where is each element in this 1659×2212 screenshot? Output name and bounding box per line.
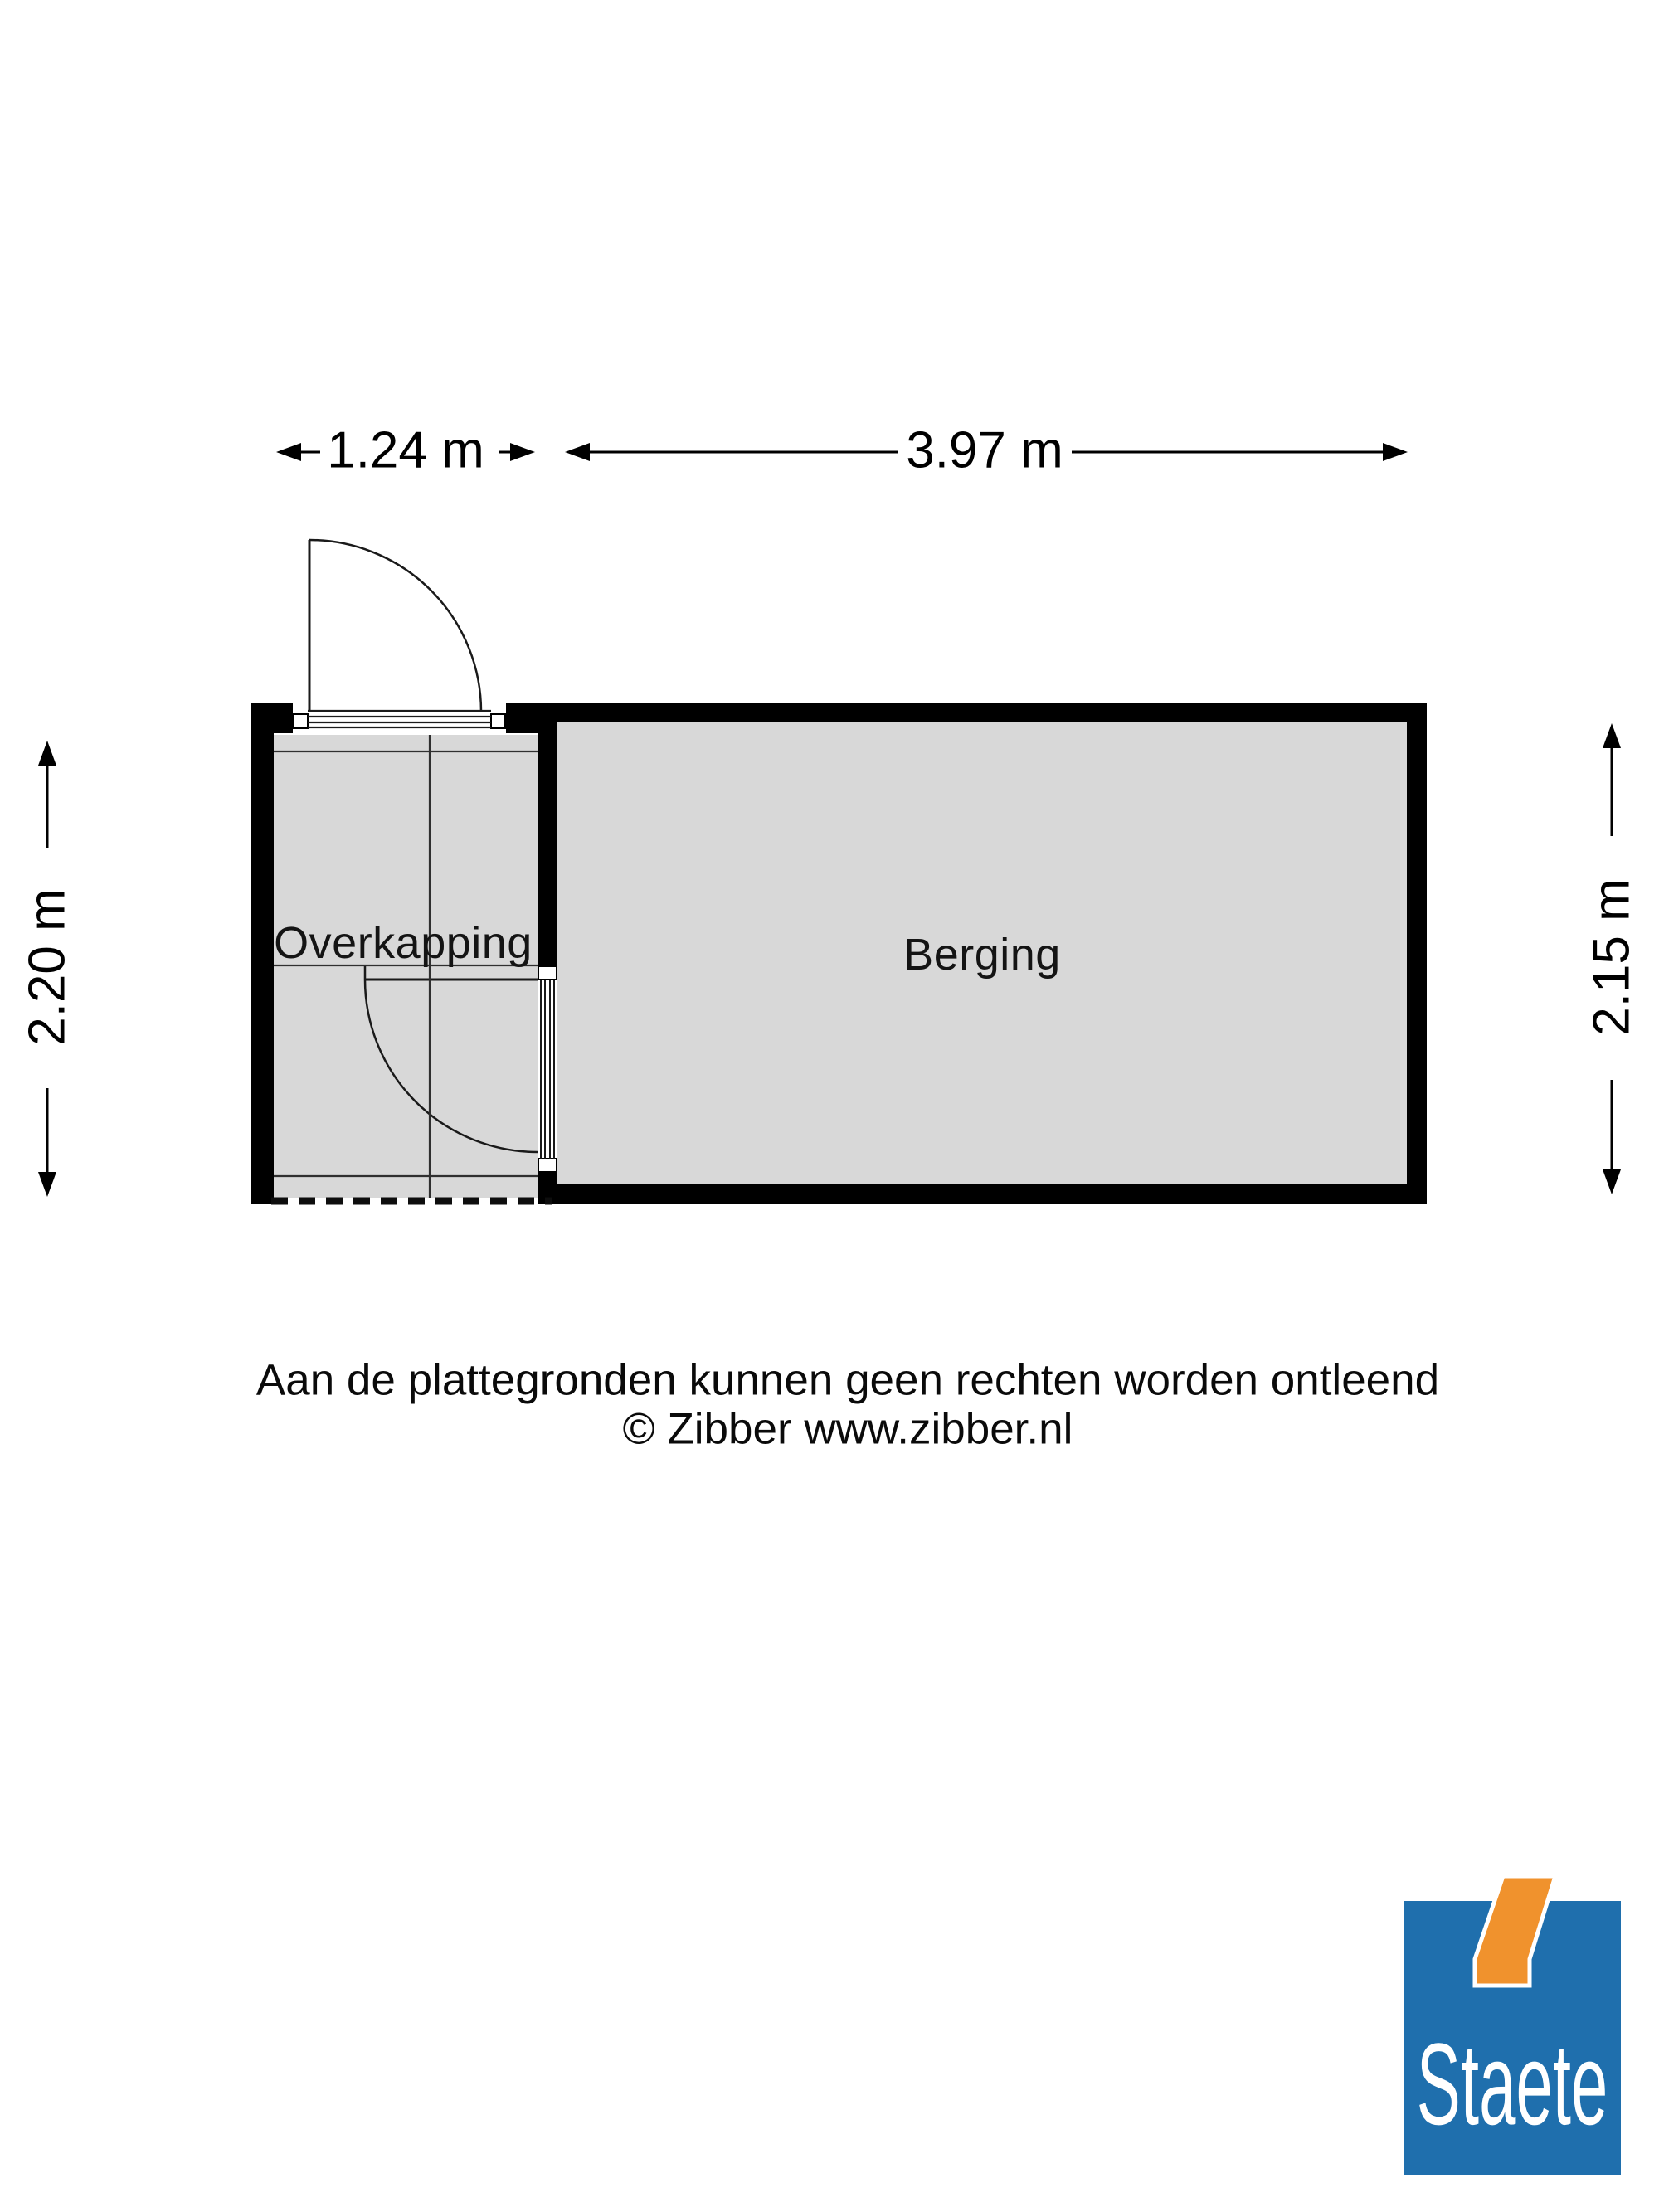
berging-top-wall xyxy=(538,703,1427,722)
overkapping-label: Overkapping xyxy=(274,918,533,968)
dim-label-left-height: 2.20 m xyxy=(18,882,77,1053)
dim-label-berging-width: 3.97 m xyxy=(899,421,1070,480)
dim-label-right-height: 2.15 m xyxy=(1583,872,1642,1043)
top-left-pier xyxy=(251,703,293,733)
copyright-text: © Zibber www.zibber.nl xyxy=(622,1404,1073,1454)
exterior-door-frame-right xyxy=(490,713,506,729)
interior-door-opening xyxy=(538,965,557,1173)
bottom-wall xyxy=(538,1184,1427,1204)
left-wall xyxy=(251,703,274,1204)
exterior-door-opening xyxy=(293,703,506,733)
staete-logo-wordmark: Staete xyxy=(1416,2019,1608,2149)
berging-label: Berging xyxy=(903,930,1061,980)
disclaimer-text: Aan de plattegronden kunnen geen rechten worden ontleend xyxy=(255,1355,1440,1405)
dim-label-overkapping-width: 1.24 m xyxy=(320,421,491,480)
divider-wall xyxy=(538,703,557,965)
exterior-door-frame-left xyxy=(293,713,309,729)
interior-door-frame-top xyxy=(538,965,557,980)
exterior-door xyxy=(309,540,481,712)
right-wall xyxy=(1407,703,1427,1204)
interior-door-frame-bottom xyxy=(538,1158,557,1173)
